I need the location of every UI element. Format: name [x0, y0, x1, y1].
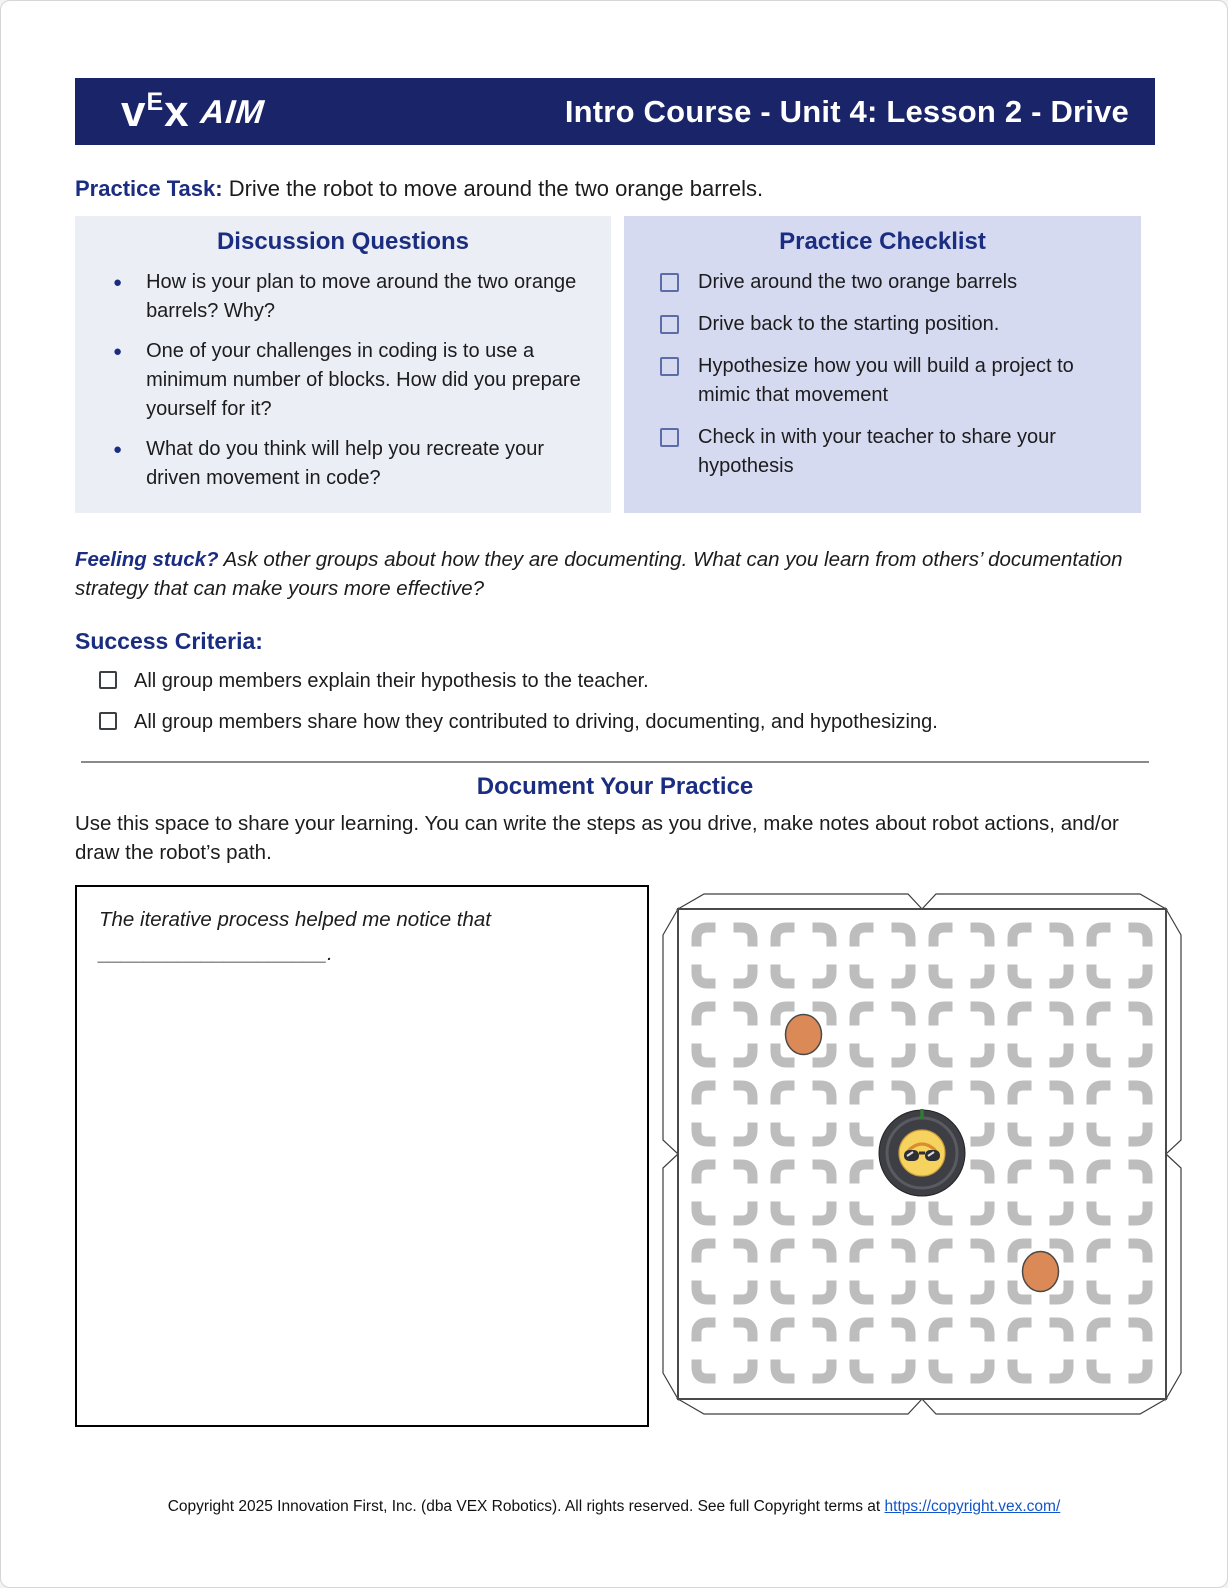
checklist-item: [644, 423, 1121, 481]
success-criteria-text: All group members explain their hypothesis to the teacher.: [134, 670, 649, 692]
student-writing-box[interactable]: [75, 885, 649, 1427]
practice-field-graphic: [655, 879, 1189, 1429]
checklist-item: [644, 310, 1121, 339]
vex-aim-logo: [121, 86, 267, 136]
writing-prompt-blank: ____________________.: [99, 942, 333, 965]
copyright-text: Copyright 2025 Innovation First, Inc. (dba VEX Robotics). All rights reserved. See full Copyright terms at: [167, 1498, 885, 1515]
list-item: [95, 268, 591, 326]
document-your-practice-intro: Use this space to share your learning. You can write the steps as you drive, make notes about robot actions, and/or draw the robot’s path.: [75, 812, 1119, 864]
checkbox-icon: [660, 315, 679, 334]
discussion-question-text: One of your challenges in coding is to use a minimum number of blocks. How did you prepare yourself for it?: [146, 340, 581, 420]
discussion-questions-title: Discussion Questions: [216, 228, 470, 255]
logo-letter-x: x: [164, 86, 189, 136]
checklist-item-text: Drive back to the starting position.: [698, 313, 1000, 335]
list-item: [95, 435, 591, 493]
page-title: Intro Course - Unit 4: Lesson 2 - Drive: [564, 93, 1129, 129]
copyright-link[interactable]: https://copyright.vex.com/: [884, 1498, 1061, 1515]
discussion-questions-panel: [75, 216, 611, 513]
checklist-item-text: Drive around the two orange barrels: [698, 271, 1018, 293]
success-criteria-text: All group members share how they contributed to driving, documenting, and hypothesizing.: [134, 711, 938, 733]
logo-letter-v: v: [121, 86, 146, 136]
header-banner: [75, 78, 1155, 145]
section-divider: [81, 761, 1149, 763]
document-your-practice-title: Document Your Practice: [476, 773, 754, 800]
checklist-item: [644, 352, 1121, 410]
practice-task-text: Drive the robot to move around the two orange barrels.: [228, 176, 764, 201]
success-criteria-section: [75, 627, 1153, 737]
feeling-stuck-text: Ask other groups about how they are documenting. What can you learn from others’ documentation strategy that can make yours more effective?: [75, 548, 1123, 600]
practice-checklist-panel: [624, 216, 1141, 513]
feeling-stuck-note: [75, 545, 1153, 603]
checkbox-icon: [660, 357, 679, 376]
list-item: [95, 337, 591, 424]
bullet-icon: ●: [113, 343, 123, 360]
logo-letter-e: E: [146, 88, 164, 116]
practice-checklist-title: Practice Checklist: [779, 228, 986, 255]
checkbox-icon: [99, 671, 117, 689]
checkbox-icon: [660, 273, 679, 292]
work-area-row: [75, 885, 1153, 1429]
field-svg: [655, 879, 1189, 1429]
discussion-question-text: What do you think will help you recreate your driven movement in code?: [146, 438, 545, 489]
bullet-icon: ●: [113, 441, 123, 458]
checklist-item: [644, 268, 1121, 297]
checkbox-icon: [99, 712, 117, 730]
feeling-stuck-label: Feeling stuck?: [75, 548, 219, 571]
bullet-icon: ●: [113, 274, 123, 291]
writing-prompt-line: The iterative process helped me notice that: [99, 908, 491, 931]
success-criteria-item: [75, 667, 1153, 696]
logo-aim-wordmark: AIM: [198, 93, 267, 130]
checklist-item-text: Check in with your teacher to share your hypothesis: [698, 426, 1056, 477]
success-criteria-title: Success Criteria:: [75, 628, 263, 654]
practice-task-label: Practice Task:: [75, 176, 223, 201]
discussion-question-text: How is your plan to move around the two orange barrels? Why?: [146, 271, 577, 322]
copyright-footer: [1, 1497, 1227, 1517]
info-boxes-row: [75, 216, 1153, 513]
checkbox-icon: [660, 428, 679, 447]
success-criteria-item: [75, 708, 1153, 737]
checklist-item-text: Hypothesize how you will build a project to mimic that movement: [698, 355, 1074, 406]
practice-task-line: [75, 175, 1153, 203]
